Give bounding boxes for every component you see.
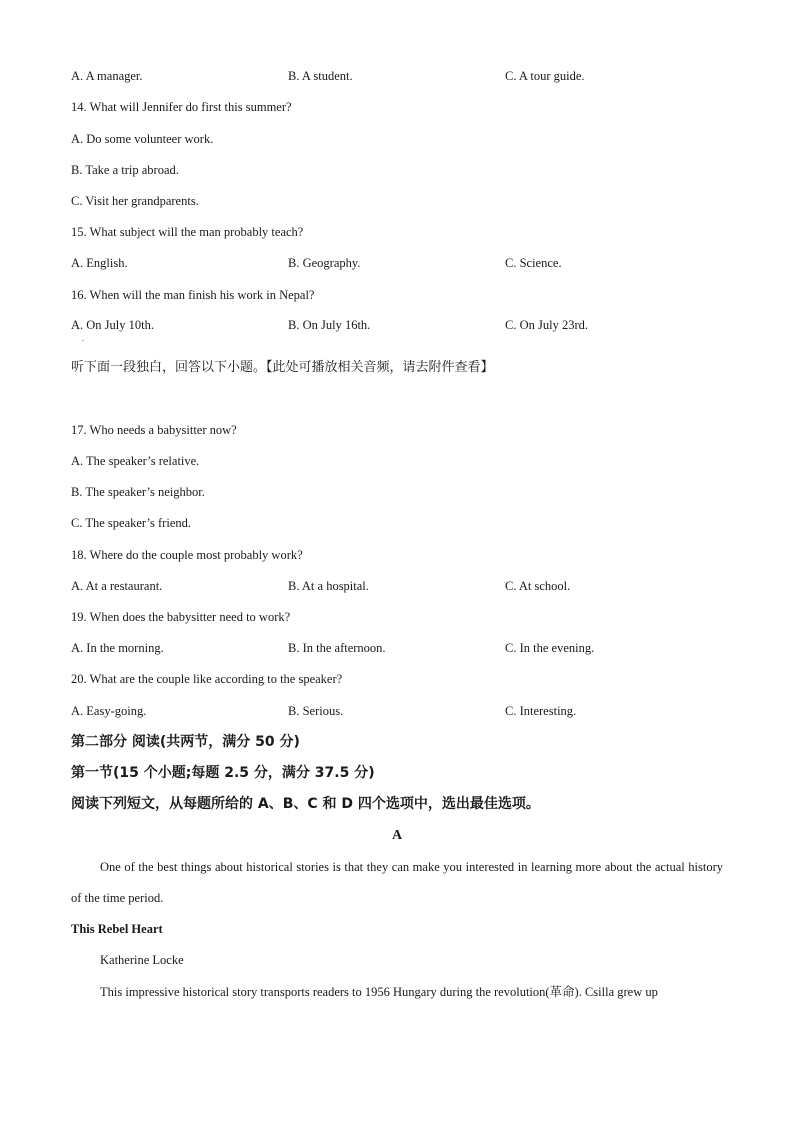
q19-question: 19. When does the babysitter need to work? <box>71 610 291 624</box>
q16-question: 16. When will the man finish his work in Nepal? <box>71 288 315 302</box>
q20-question: 20. What are the couple like according to the speaker? <box>71 672 343 686</box>
q16-option-c: C. On July 23rd. <box>505 318 588 332</box>
q16-option-b: B. On July 16th. <box>288 318 371 332</box>
q20-option-c: C. Interesting. <box>505 704 577 718</box>
q14-option-a: A. Do some volunteer work. <box>71 132 214 146</box>
q20-option-a: A. Easy-going. <box>71 704 147 718</box>
q19-option-c: C. In the evening. <box>505 641 595 655</box>
q18-question: 18. Where do the couple most probably work? <box>71 548 303 562</box>
reading-instruction: 阅读下列短文，从每题所给的 A、B、C 和 D 四个选项中，选出最佳选项。 <box>71 796 540 812</box>
q14-question: 14. What will Jennifer do first this summer? <box>71 100 292 114</box>
part2-heading: 第二部分 阅读(共两节，满分 50 分) <box>71 734 300 750</box>
book-title: This Rebel Heart <box>71 922 163 936</box>
q15-option-c: C. Science. <box>505 256 562 270</box>
q14-option-b: B. Take a trip abroad. <box>71 163 179 177</box>
q15-option-a: A. English. <box>71 256 128 270</box>
section1-heading: 第一节(15 个小题;每题 2.5 分，满分 37.5 分) <box>71 765 375 781</box>
monologue-instruction: 听下面一段独白，回答以下小题。【此处可播放相关音频，请去附件查看】 <box>71 360 494 375</box>
q18-option-a: A. At a restaurant. <box>71 579 163 593</box>
q15-option-b: B. Geography. <box>288 256 361 270</box>
q15-question: 15. What subject will the man probably teach? <box>71 225 304 239</box>
q14-option-c: C. Visit her grandparents. <box>71 194 199 208</box>
q13-option-a: A. A manager. <box>71 69 143 83</box>
q13-option-b: B. A student. <box>288 69 353 83</box>
q20-option-b: B. Serious. <box>288 704 344 718</box>
passage-body: This impressive historical story transports readers to 1956 Hungary during the revolution(革命). Csilla grew up <box>100 985 658 999</box>
q19-option-b: B. In the afternoon. <box>288 641 386 655</box>
q18-option-c: C. At school. <box>505 579 571 593</box>
passage-intro: One of the best things about historical stories is that they can make you interested in learning more about the actual history of the time period. <box>71 860 723 905</box>
q17-question: 17. Who needs a babysitter now? <box>71 423 237 437</box>
q13-option-c: C. A tour guide. <box>505 69 585 83</box>
q19-option-a: A. In the morning. <box>71 641 164 655</box>
q17-option-a: A. The speaker’s relative. <box>71 454 200 468</box>
q16-option-a: A. On July 10th. <box>71 318 154 332</box>
q17-option-c: C. The speaker’s friend. <box>71 516 191 530</box>
q18-option-b: B. At a hospital. <box>288 579 369 593</box>
book-author: Katherine Locke <box>100 953 184 967</box>
passage-label: A <box>391 828 403 843</box>
q17-option-b: B. The speaker’s neighbor. <box>71 485 205 499</box>
stray-dot: . <box>82 334 84 343</box>
